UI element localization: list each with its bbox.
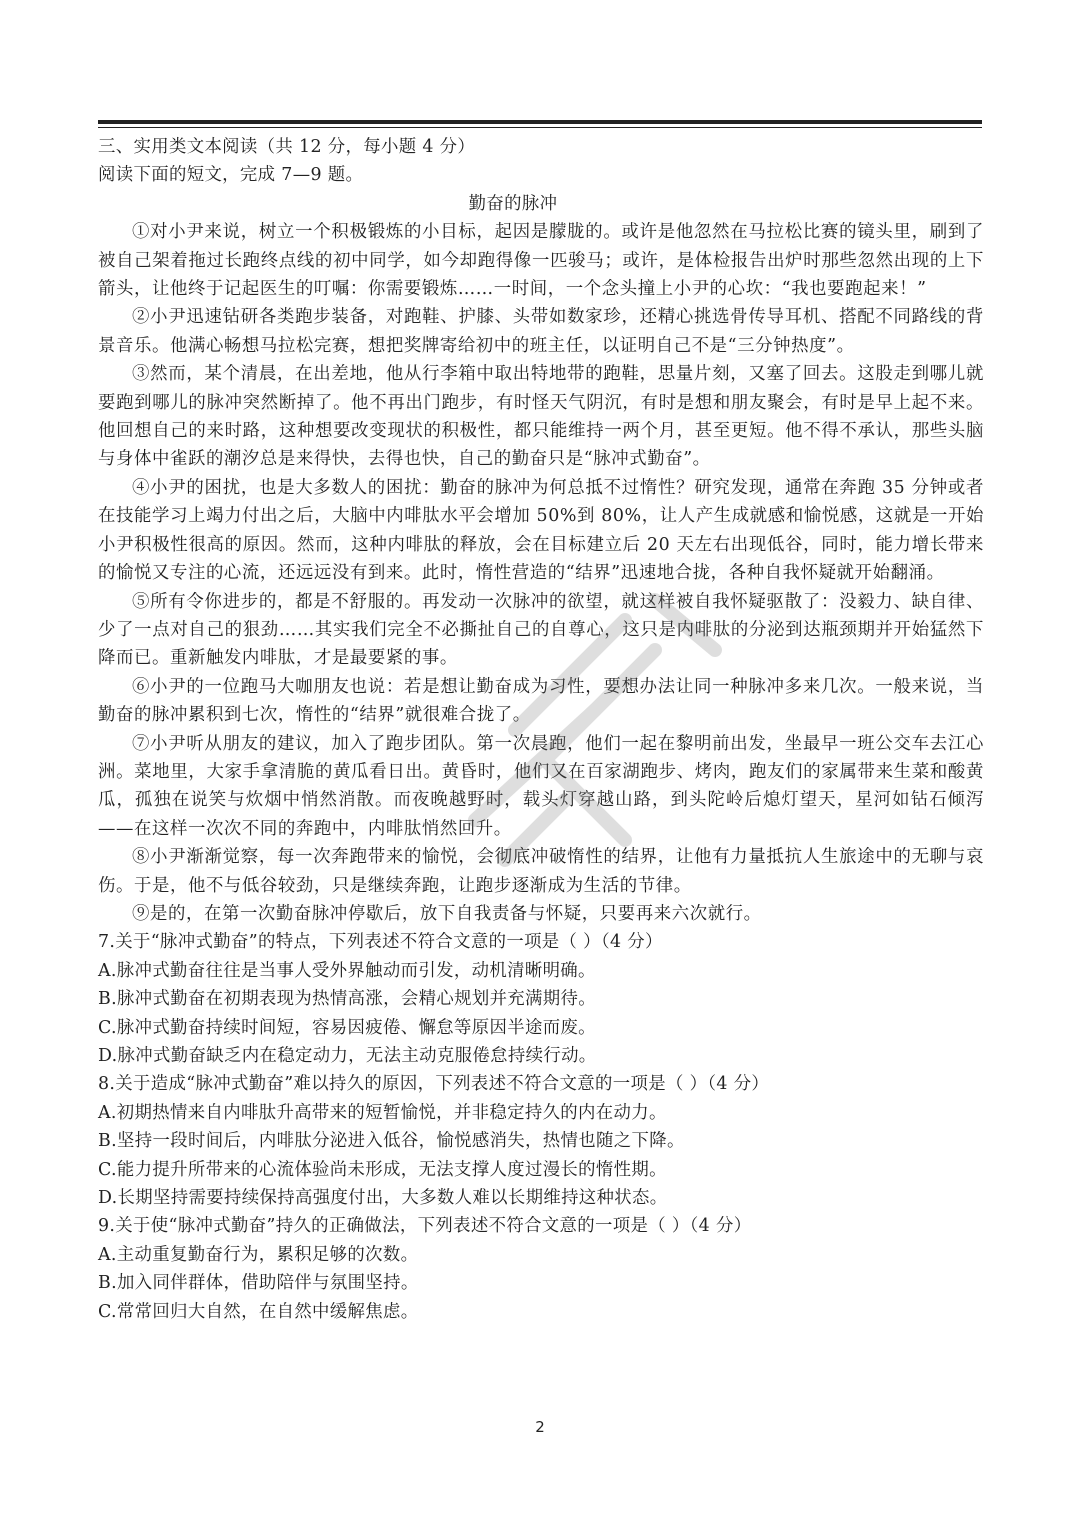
paragraph-7: ⑦小尹听从朋友的建议，加入了跑步团队。第一次晨跑，他们一起在黎明前出发，坐最早一班公交车去江心洲。菜地里，大家手拿清脆的黄瓜看日出。黄昏时，他们又在百家湖跑步、烤肉，跑友们的家属带来生菜和酸黄瓜，孤独在说笑与炊烟中悄然消散。而夜晚越野时，载头灯穿越山路，到头陀岭后熄灯望天，星河如钻石倾泻——在这样一次次不同的奔跑中，内啡肽悄然回升。 — [98, 733, 984, 839]
option-b: B.坚持一段时间后，内啡肽分泌进入低谷，愉悦感消失，热情也随之下降。 — [98, 1131, 685, 1152]
option-b: B.脉冲式勤奋在初期表现为热情高涨，会精心规划并充满期待。 — [98, 989, 597, 1010]
paragraph-9: ⑨是的，在第一次勤奋脉冲停歇后，放下自我责备与怀疑，只要再来六次就行。 — [132, 903, 762, 924]
page-number: 2 — [535, 1418, 545, 1436]
article-title: 勤奋的脉冲 — [468, 193, 558, 214]
paragraph-3: ③然而，某个清晨，在出差地，他从行李箱中取出特地带的跑鞋，思量片刻，又塞了回去。这股走到哪儿就要跑到哪儿的脉冲突然断掉了。他不再出门跑步，有时怪天气阴沉，有时是想和朋友聚会，有时是早上起不来。他回想自己的来时路，这种想要改变现状的积极性，都只能维持一两个月，甚至更短。他不得不承认，那些头脑与身体中雀跃的潮汐总是来得快，去得也快，自己的勤奋只是“脉冲式勤奋”。 — [98, 364, 984, 470]
paragraph-2: ②小尹迅速钻研各类跑步装备，对跑鞋、护膝、头带如数家珍，还精心挑选骨传导耳机、搭配不同路线的背景音乐。他满心畅想马拉松完赛，想把奖牌寄给初中的班主任，以证明自己不是“三分钟热度”。 — [98, 307, 984, 356]
option-d: D.长期坚持需要持续保持高强度付出，大多数人难以长期维持这种状态。 — [98, 1188, 668, 1209]
paragraph-5: ⑤所有令你进步的，都是不舒服的。再发动一次脉冲的欲望，就这样被自我怀疑驱散了：没毅力、缺自律、少了一点对自己的狠劲……其实我们完全不必撕扯自己的自尊心，这只是内啡肽的分泌到达瓶颈期并开始猛然下降而已。重新触发内啡肽，才是最要紧的事。 — [98, 591, 984, 669]
question-8 — [98, 1070, 984, 1212]
header-rule-thin — [98, 127, 982, 128]
section-heading: 三、实用类文本阅读（共 12 分，每小题 4 分） — [98, 137, 476, 157]
article-body — [98, 218, 984, 928]
paragraph-6: ⑥小尹的一位跑马大咖朋友也说：若是想让勤奋成为习性，要想办法让同一种脉冲多来几次。一般来说，当勤奋的脉冲累积到七次，惰性的“结界”就很难合拢了。 — [98, 676, 984, 726]
reading-instruction: 阅读下面的短文，完成 7—9 题。 — [98, 165, 364, 186]
paragraph-8: ⑧小尹渐渐觉察，每一次奔跑带来的愉悦，会彻底冲破惰性的结界，让他有力量抵抗人生旅途中的无聊与哀伤。于是，他不与低谷较劲，只是继续奔跑，让跑步逐渐成为生活的节律。 — [98, 847, 984, 896]
question-stem: 9.关于使“脉冲式勤奋”持久的正确做法，下列表述不符合文意的一项是（ ）（4 分） — [98, 1216, 752, 1237]
option-a: A.脉冲式勤奋往往是当事人受外界触动而引发，动机清晰明确。 — [98, 960, 596, 981]
option-a: A.初期热情来自内啡肽升高带来的短暂愉悦，并非稳定持久的内在动力。 — [98, 1102, 667, 1123]
question-stem: 8.关于造成“脉冲式勤奋”难以持久的原因，下列表述不符合文意的一项是（ ）（4 分） — [98, 1074, 770, 1095]
option-b: B.加入同伴群体，借助陪伴与氛围坚持。 — [98, 1273, 419, 1294]
question-7 — [98, 928, 984, 1070]
option-d: D.脉冲式勤奋缺乏内在稳定动力，无法主动克服倦怠持续行动。 — [98, 1046, 597, 1066]
option-c: C.脉冲式勤奋持续时间短，容易因疲倦、懈怠等原因半途而废。 — [98, 1017, 596, 1038]
page-content — [98, 133, 984, 1326]
paragraph-1: ①对小尹来说，树立一个积极锻炼的小目标，起因是朦胧的。或许是他忽然在马拉松比赛的镜头里，刷到了被自己架着拖过长跑终点线的初中同学，如今却跑得像一匹骏马；或许，是体检报告出炉时那些忽然出现的上下箭头，让他终于记起医生的叮嘱：你需要锻炼……一时间，一个念头撞上小尹的心坎：“我也要跑起来！” — [98, 222, 984, 300]
header-rule-thick — [98, 120, 982, 124]
paragraph-4: ④小尹的困扰，也是大多数人的困扰：勤奋的脉冲为何总抵不过惰性？研究发现，通常在奔跑 35 分钟或者在技能学习上竭力付出之后，大脑中内啡肽水平会增加 50%到 80%，让人产生成就感和愉悦感，这就是一开始小尹积极性很高的原因。然而，这种内啡肽的释放，会在目标建立后 20 天左右出现低谷，同时，能力增长带来的愉悦又专注的心流，还远远没有到来。此时，惰性营造的“结界”迅速地合拢，各种自我怀疑就开始翻涌。 — [98, 477, 984, 584]
question-9 — [98, 1212, 984, 1326]
option-c: C.能力提升所带来的心流体验尚未形成，无法支撑人度过漫长的惰性期。 — [98, 1159, 667, 1180]
option-a: A.主动重复勤奋行为，累积足够的次数。 — [98, 1244, 419, 1265]
question-stem: 7.关于“脉冲式勤奋”的特点，下列表述不符合文意的一项是（ ）（4 分） — [98, 932, 663, 953]
option-c: C.常常回归大自然，在自然中缓解焦虑。 — [98, 1301, 419, 1322]
